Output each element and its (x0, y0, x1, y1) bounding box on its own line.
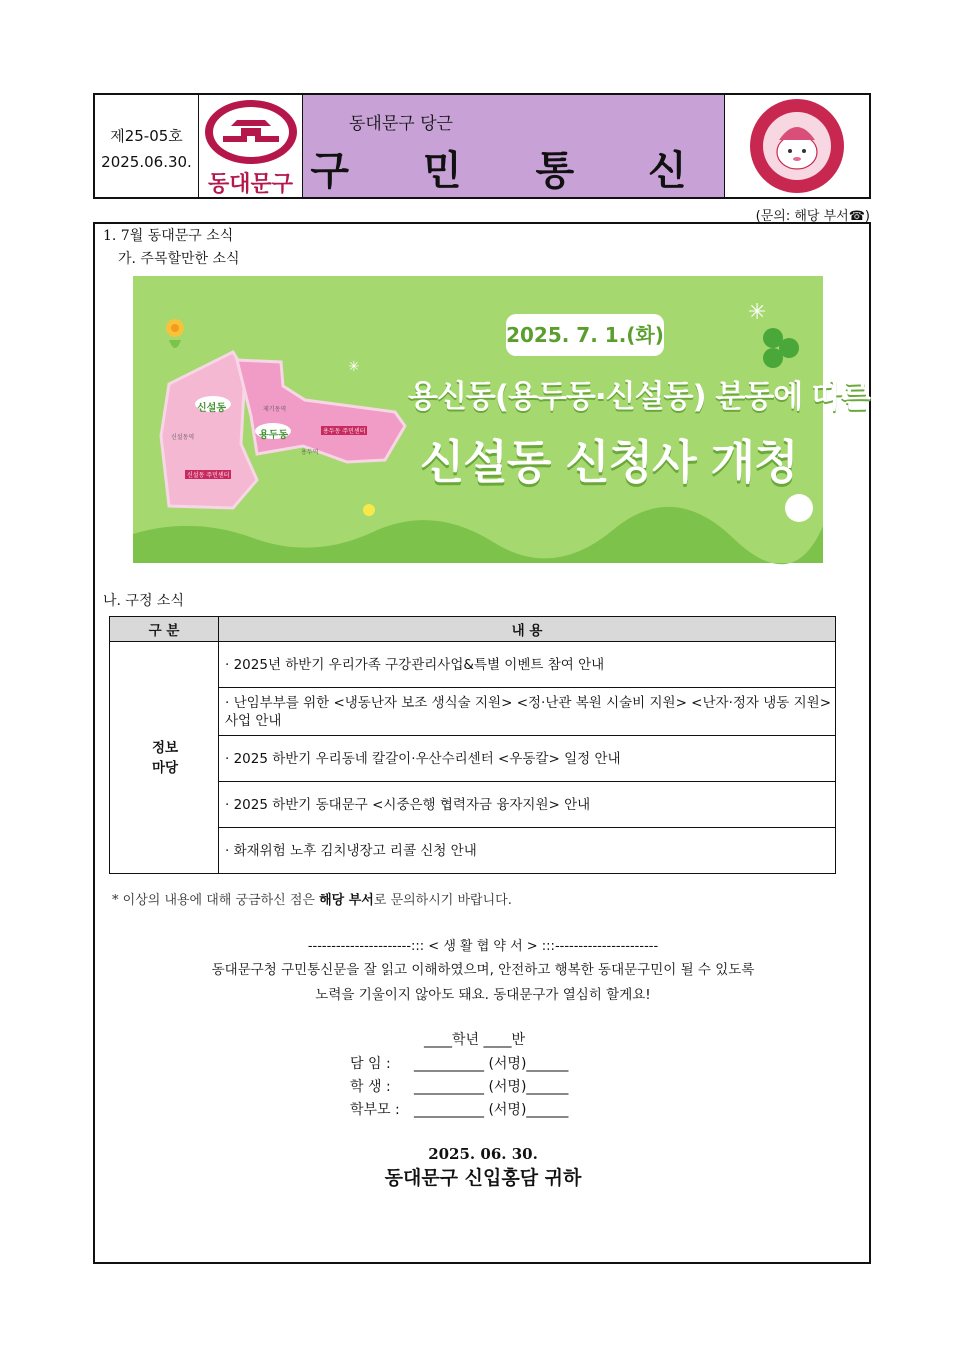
map-label-station-sinseol: 신설동역 (171, 434, 195, 441)
issue-number: 제25-05호 (110, 127, 183, 145)
map-label-yongdu: 용두동 (259, 430, 288, 441)
note-bold: 해당 부서 (319, 893, 374, 908)
newsletter-title: 구 민 통 신 (310, 148, 717, 194)
note-prefix: * 이상의 내용에 대해 궁금하신 점은 (112, 893, 320, 908)
news-item: · 2025 하반기 동대문구 <시중은행 협력자금 융자지원> 안내 (219, 782, 836, 828)
col-header-content: 내 용 (219, 617, 836, 642)
table-row (110, 736, 836, 782)
sign-label-student: 학 생 : (350, 1079, 391, 1095)
table-header-row (110, 617, 836, 642)
newsletter-header (93, 93, 871, 199)
svg-text:✳: ✳ (348, 359, 360, 375)
inquiry-note (112, 889, 512, 908)
contact-note: (문의: 해당 부서☎) (755, 209, 870, 224)
banner-date: 2025. 7. 1.(화) (506, 314, 664, 356)
footer-date: 2025. 06. 30. (428, 1145, 538, 1163)
map-label-station-jegi: 제기동역 (263, 406, 287, 413)
table-row (110, 828, 836, 874)
map-label-office-yongdu: 용두동 주민센터 (323, 428, 366, 435)
map-label-office-sinseol: 신설동 주민센터 (187, 472, 230, 479)
subsection-heading-b: 나. 구정 소식 (103, 593, 184, 609)
district-map-illustration (133, 276, 823, 563)
mascot-icon (731, 96, 863, 196)
news-item: · 화재위험 노후 김치냉장고 리콜 신청 안내 (219, 828, 836, 874)
sign-field-student: __________ (서명)______ (414, 1079, 569, 1095)
category-cell (110, 642, 219, 874)
section-heading: 1. 7월 동대문구 소식 (103, 228, 234, 244)
news-banner (133, 276, 870, 563)
grade-class-line: ____학년 ____반 (424, 1032, 526, 1048)
table-row (110, 688, 836, 736)
banner-headline-1: 용신동(용두동·신설동) 분동에 따른 (408, 379, 870, 415)
table-row (110, 642, 836, 688)
news-table (109, 616, 836, 874)
map-label-station-yongdu: 용두역 (301, 449, 319, 456)
map-label-sinseol: 신설동 (197, 403, 226, 414)
table-row (110, 782, 836, 828)
col-header-category: 구 분 (110, 617, 219, 642)
sign-label-teacher: 담 임 : (350, 1056, 391, 1072)
news-item: · 2025년 하반기 우리가족 구강관리사업&특별 이벤트 참여 안내 (219, 642, 836, 688)
mascot-badge (725, 95, 869, 197)
pledge-body (0, 958, 966, 1008)
district-logo (199, 95, 303, 197)
sign-label-parent: 학부모 : (350, 1102, 400, 1118)
issue-date: 2025.06.30. (101, 153, 192, 171)
news-item: · 난임부부를 위한 <냉동난자 보조 생식술 지원> <정·난관 복원 시술비 지원> <난자·정자 냉동 지원> 사업 안내 (219, 688, 836, 736)
pledge-line-2: 노력을 기울이지 않아도 돼요. 동대문구가 열심히 할게요! (315, 987, 651, 1003)
header-subtitle: 동대문구 당근 (349, 114, 453, 134)
logo-text: 동대문구 (207, 172, 293, 197)
banner-headline-2: 신설동 신청사 개청 (420, 435, 798, 489)
pledge-title: ----------------------::: < 생 활 협 약 서 > :::---------------------- (307, 939, 659, 954)
category-label: 정보 마당 (151, 739, 179, 776)
sign-field-parent: __________ (서명)______ (414, 1102, 569, 1118)
issue-info (95, 95, 199, 197)
news-item: · 2025 하반기 우리동네 칼갈이·우산수리센터 <우동칼> 일정 안내 (219, 736, 836, 782)
title-block (303, 95, 725, 197)
note-suffix: 로 문의하시기 바랍니다. (373, 893, 512, 908)
svg-text:✳: ✳ (748, 300, 767, 325)
sign-field-teacher: __________ (서명)______ (414, 1056, 569, 1072)
pledge-line-1: 동대문구청 구민통신문을 잘 읽고 이해하였으며, 안전하고 행복한 동대문구민이 될 수 있도록 (211, 962, 755, 978)
subsection-heading-a: 가. 주목할만한 소식 (118, 251, 240, 267)
footer-recipient: 동대문구 신입홍담 귀하 (384, 1167, 582, 1189)
